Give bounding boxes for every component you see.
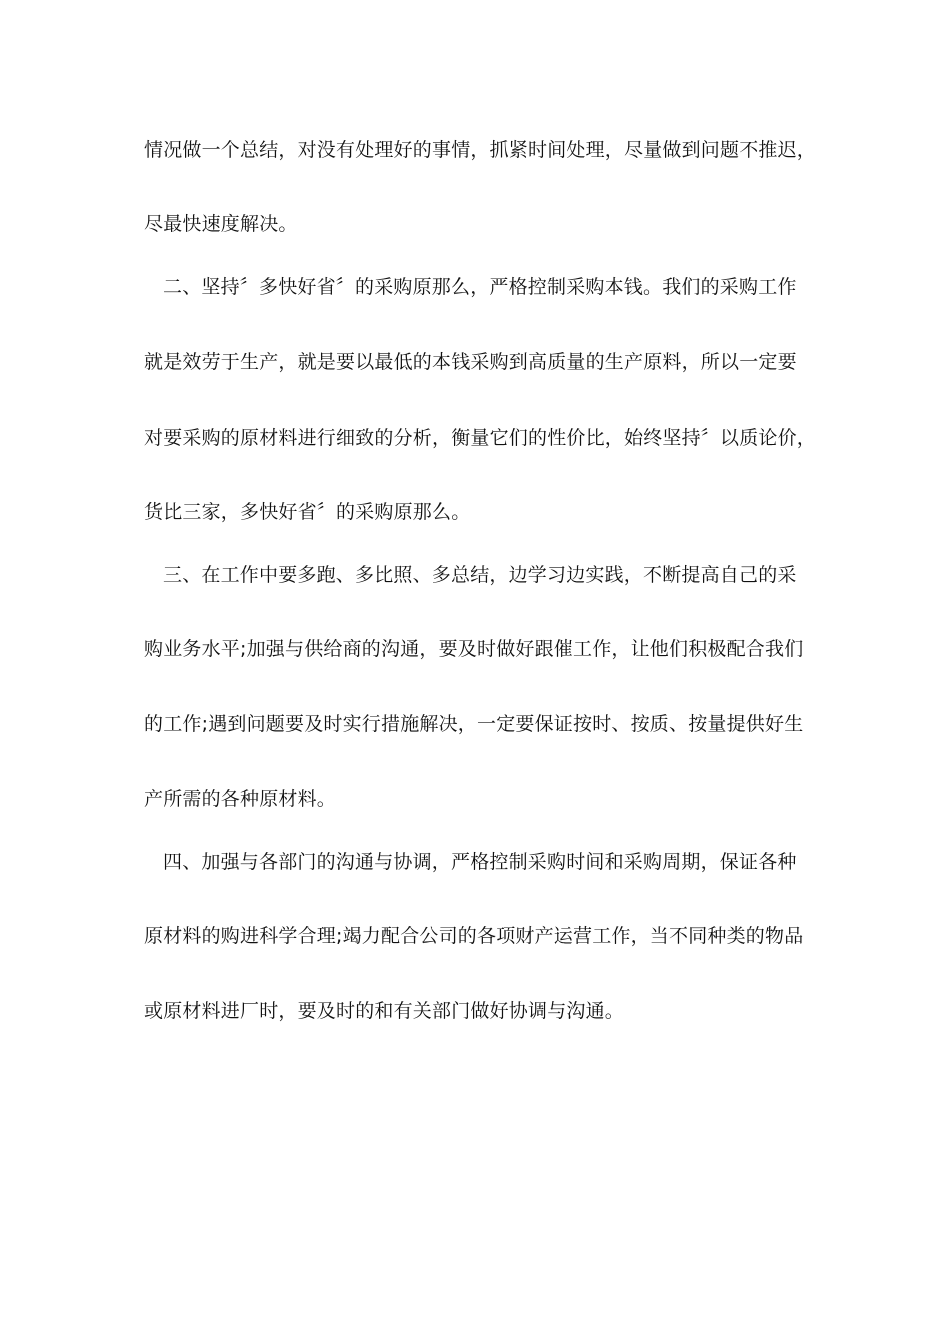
- paragraph-4-start: 四、加强与各部门的沟通与协调，严格控制采购时间和采购周期，保证各种: [163, 851, 797, 873]
- text-line: 货比三家，多快好省〞的采购原那么。: [144, 501, 471, 523]
- text-line: 的工作;遇到问题要及时实行措施解决，一定要保证按时、按质、按量提供好生: [144, 713, 804, 735]
- text-line: 对要采购的原材料进行细致的分析，衡量它们的性价比，始终坚持〞以质论价，: [144, 427, 817, 449]
- text-line: 尽最快速度解决。: [144, 213, 298, 235]
- paragraph-3-start: 三、在工作中要多跑、多比照、多总结，边学习边实践，不断提高自己的采: [163, 564, 797, 586]
- text-line: 原材料的购进科学合理;竭力配合公司的各项财产运营工作，当不同种类的物品: [144, 925, 804, 947]
- text-line: 情况做一个总结，对没有处理好的事情，抓紧时间处理，尽量做到问题不推迟，: [144, 139, 817, 161]
- text-line: 购业务水平;加强与供给商的沟通，要及时做好跟催工作，让他们积极配合我们: [144, 638, 804, 660]
- text-line: 产所需的各种原材料。: [144, 788, 337, 810]
- text-line: 就是效劳于生产，就是要以最低的本钱采购到高质量的生产原料，所以一定要: [144, 351, 797, 373]
- paragraph-2-start: 二、坚持〞多快好省〞的采购原那么，严格控制采购本钱。我们的采购工作: [163, 276, 797, 298]
- text-line: 或原材料进厂时，要及时的和有关部门做好协调与沟通。: [144, 1000, 625, 1022]
